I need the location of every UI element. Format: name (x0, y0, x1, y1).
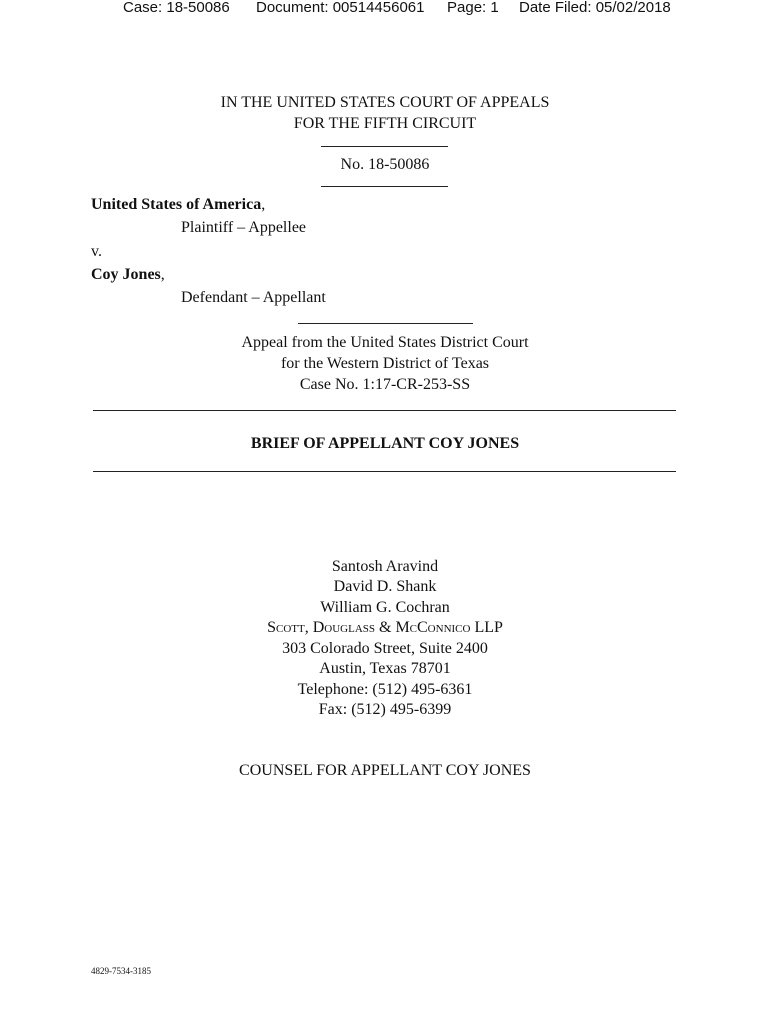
appeal-line-1: Appeal from the United States District Court (241, 334, 529, 351)
defendant (91, 266, 165, 284)
document-id: 4829-7534-3185 (91, 966, 151, 976)
header-date-filed: Date Filed: 05/02/2018 (519, 0, 671, 16)
versus: v. (91, 243, 102, 260)
telephone: Telephone: (512) 495-6361 (297, 681, 473, 698)
ecf-header (0, 0, 770, 20)
case-number: No. 18-50086 (340, 156, 430, 173)
plaintiff-name: United States of America (91, 196, 262, 213)
counsel-for: COUNSEL FOR APPELLANT COY JONES (239, 762, 531, 779)
divider (321, 186, 448, 187)
plaintiff (91, 196, 265, 214)
court-line-2: FOR THE FIFTH CIRCUIT (293, 115, 477, 132)
fax: Fax: (512) 495-6399 (318, 701, 452, 718)
address-line-2: Austin, Texas 78701 (319, 660, 451, 677)
address-line-1: 303 Colorado Street, Suite 2400 (282, 640, 488, 657)
court-line-1: IN THE UNITED STATES COURT OF APPEALS (220, 94, 550, 111)
counsel-name-1: Santosh Aravind (331, 558, 439, 575)
defendant-role: Defendant – Appellant (181, 289, 326, 306)
brief-title: BRIEF OF APPELLANT COY JONES (250, 435, 520, 452)
divider (93, 410, 676, 411)
defendant-name: Coy Jones (91, 266, 161, 283)
counsel-name-2: David D. Shank (333, 578, 437, 595)
header-page: Page: 1 (447, 0, 499, 16)
header-case: Case: 18-50086 (123, 0, 230, 16)
appeal-line-3: Case No. 1:17-CR-253-SS (299, 376, 471, 393)
divider (321, 146, 448, 147)
divider (93, 471, 676, 472)
law-firm: Scott, Douglass & McConnico LLP (267, 619, 503, 636)
plaintiff-role: Plaintiff – Appellee (181, 219, 307, 236)
divider (298, 323, 473, 324)
counsel-name-3: William G. Cochran (320, 599, 450, 616)
header-document: Document: 00514456061 (256, 0, 425, 16)
appeal-line-2: for the Western District of Texas (280, 355, 490, 372)
comma: , (261, 196, 266, 213)
comma: , (160, 266, 165, 283)
